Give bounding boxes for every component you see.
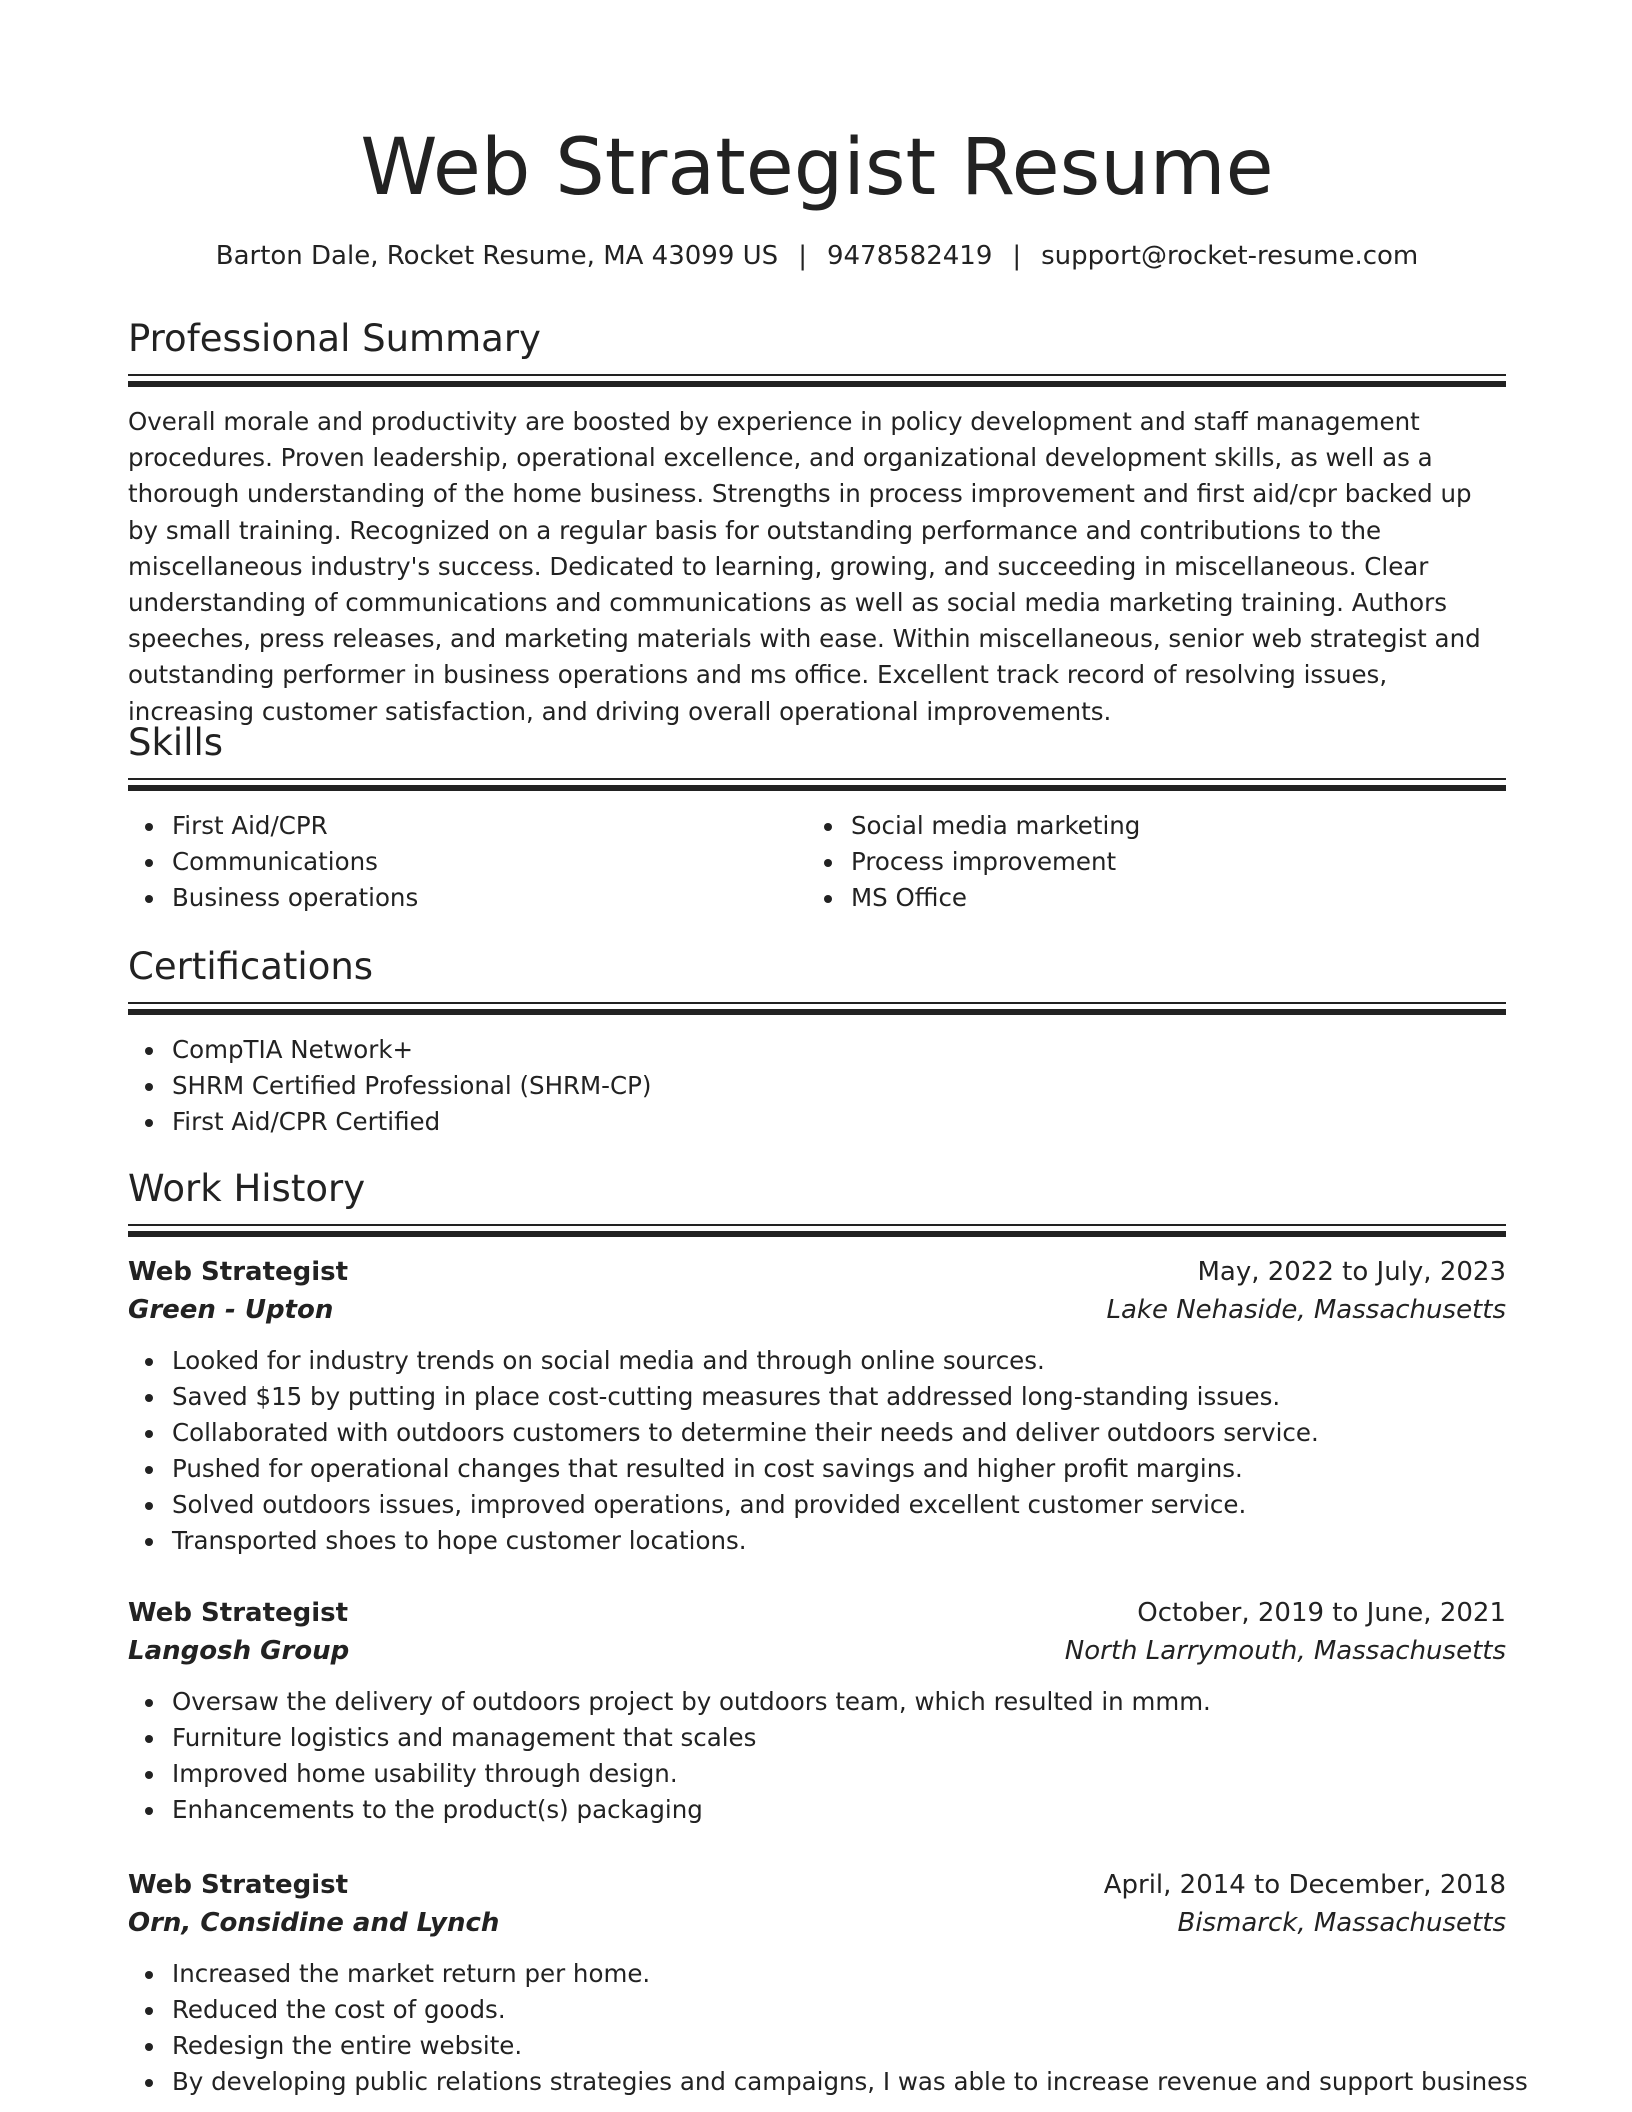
list-item: By developing public relations strategies and campaigns, I was able to increase revenue and support business: [172, 2064, 1506, 2100]
job-dates: May, 2022 to July, 2023: [1197, 1257, 1506, 1287]
list-item: Transported shoes to hope customer locations.: [172, 1523, 1506, 1559]
certifications-section: [128, 942, 1506, 1140]
job-bullets: [128, 1956, 1528, 2100]
list-item: MS Office: [851, 880, 1486, 916]
skills-section: [128, 718, 1506, 916]
job-header-row: [128, 1594, 1506, 1632]
job-header-row: [128, 1866, 1506, 1904]
summary-text: Overall morale and productivity are boosted by experience in policy development and staff management procedures. Proven leadership, operational excellence, and organizational development skills, as well as a thorough understanding of the home business. Strengths in process improvement and first aid/cpr backed up by small training. Recognized on a regular basis for outstanding performance and contributions to the miscellaneous industry's success. Dedicated to learning, growing, and succeeding in miscellaneous. Clear understanding of communications and communications as well as social media marketing training. Authors speeches, press releases, and marketing materials with ease. Within miscellaneous, senior web strategist and outstanding performer in business operations and ms office. Excellent track record of resolving issues, increasing customer satisfaction, and driving overall operational improvements.: [128, 407, 1481, 726]
contact-line: [128, 238, 1506, 274]
skills-column-right: [807, 808, 1486, 916]
work-history-section: [128, 1164, 1506, 1237]
job-title: Web Strategist: [128, 1870, 349, 1900]
job-company: Langosh Group: [128, 1636, 350, 1666]
section-divider: [128, 1224, 1506, 1237]
job-title: Web Strategist: [128, 1257, 349, 1287]
contact-separator: |: [798, 241, 807, 271]
list-item: First Aid/CPR Certified: [172, 1104, 1506, 1140]
job-entry: [128, 1594, 1506, 1828]
job-dates: April, 2014 to December, 2018: [1103, 1870, 1506, 1900]
list-item: Social media marketing: [851, 808, 1486, 844]
skills-column-left: [128, 808, 807, 916]
list-item: Business operations: [172, 880, 807, 916]
summary-section: [128, 314, 1506, 730]
contact-separator: |: [1012, 241, 1022, 271]
resume-title: Web Strategist Resume: [360, 123, 1274, 213]
section-divider: [128, 778, 1506, 791]
list-item: Oversaw the delivery of outdoors project by outdoors team, which resulted in mmm.: [172, 1684, 1506, 1720]
list-item: Enhancements to the product(s) packaging: [172, 1792, 1506, 1828]
job-dates: October, 2019 to June, 2021: [1137, 1598, 1506, 1628]
section-divider: [128, 374, 1506, 387]
list-item: Furniture logistics and management that scales: [172, 1720, 1506, 1756]
list-item: Looked for industry trends on social media and through online sources.: [172, 1343, 1506, 1379]
job-entry: [128, 1253, 1506, 1559]
list-item: Improved home usability through design.: [172, 1756, 1506, 1792]
skills-grid: [128, 808, 1506, 916]
list-item: Communications: [172, 844, 807, 880]
list-item: Increased the market return per home.: [172, 1956, 1506, 1992]
contact-phone: 9478582419: [826, 241, 993, 271]
list-item: Collaborated with outdoors customers to determine their needs and deliver outdoors service.: [172, 1415, 1506, 1451]
job-company: Orn, Considine and Lynch: [128, 1908, 500, 1938]
summary-heading: Professional Summary: [128, 317, 541, 360]
section-divider: [128, 1002, 1506, 1015]
job-entry: [128, 1866, 1528, 2100]
job-location: North Larrymouth, Massachusetts: [1064, 1636, 1506, 1666]
list-item: Redesign the entire website.: [172, 2028, 1506, 2064]
contact-email: support@rocket-resume.com: [1041, 241, 1419, 271]
list-item: CompTIA Network+: [172, 1032, 1506, 1068]
job-location: Lake Nehaside, Massachusetts: [1106, 1295, 1506, 1325]
job-company-row: [128, 1632, 1506, 1670]
job-title: Web Strategist: [128, 1598, 349, 1628]
list-item: Solved outdoors issues, improved operations, and provided excellent customer service.: [172, 1487, 1506, 1523]
skills-heading: Skills: [128, 721, 224, 764]
list-item: Reduced the cost of goods.: [172, 1992, 1506, 2028]
certifications-heading: Certifications: [128, 945, 374, 988]
contact-address: Barton Dale, Rocket Resume, MA 43099 US: [215, 241, 779, 271]
job-company-row: [128, 1904, 1506, 1942]
list-item: Process improvement: [851, 844, 1486, 880]
list-item: First Aid/CPR: [172, 808, 807, 844]
job-header-row: [128, 1253, 1506, 1291]
job-company-row: [128, 1291, 1506, 1329]
skills-list-left: [128, 808, 807, 916]
certifications-list: [128, 1032, 1506, 1140]
list-item: Pushed for operational changes that resulted in cost savings and higher profit margins.: [172, 1451, 1506, 1487]
skills-list-right: [807, 808, 1486, 916]
job-bullets: [128, 1343, 1506, 1559]
work-history-heading: Work History: [128, 1167, 366, 1210]
list-item: Saved $15 by putting in place cost-cutting measures that addressed long-standing issues.: [172, 1379, 1506, 1415]
job-location: Bismarck, Massachusetts: [1177, 1908, 1506, 1938]
list-item: SHRM Certified Professional (SHRM-CP): [172, 1068, 1506, 1104]
job-bullets: [128, 1684, 1506, 1828]
job-company: Green - Upton: [128, 1295, 334, 1325]
